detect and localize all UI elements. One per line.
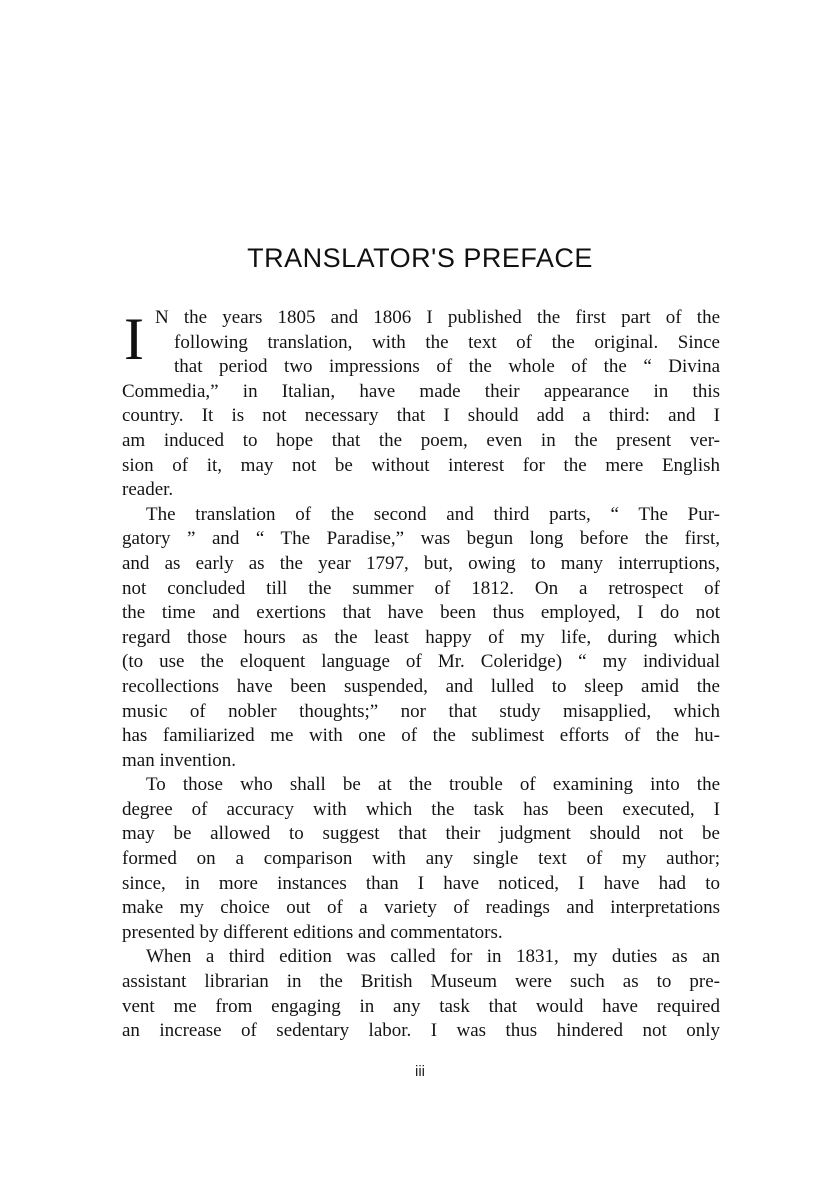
text-line: recollections have been suspended, and lulled to sleep amid the — [122, 675, 720, 697]
text-line: following translation, with the text of the original. Since — [174, 331, 720, 353]
text-line: has familiarized me with one of the sublimest efforts of the hu- — [122, 725, 720, 747]
page-number: iii — [415, 1063, 425, 1080]
text-line: When a third edition was called for in 1831, my duties as an — [146, 946, 720, 968]
text-line: N the years 1805 and 1806 I published the first part of the — [155, 307, 720, 328]
text-line: degree of accuracy with which the task has been executed, I — [122, 798, 720, 820]
text-line: (to use the eloquent language of Mr. Coleridge) “ my individual — [122, 651, 720, 673]
text-line: presented by different editions and commentators. — [122, 921, 503, 943]
text-line: make my choice out of a variety of readings and interpretations — [122, 897, 720, 919]
text-line: and as early as the year 1797, but, owing to many interruptions, — [122, 552, 720, 574]
page-title: TRANSLATOR'S PREFACE — [247, 243, 593, 273]
text-line: To those who shall be at the trouble of examining into the — [146, 774, 720, 796]
text-line: vent me from engaging in any task that would have required — [122, 995, 720, 1017]
text-line: formed on a comparison with any single text of my author; — [122, 848, 720, 870]
text-line: may be allowed to suggest that their judgment should not be — [122, 823, 720, 845]
text-line: sion of it, may not be without interest for the mere English — [122, 454, 720, 476]
text-line: music of nobler thoughts;” nor that study misapplied, which — [122, 700, 720, 722]
text-line: gatory ” and “ The Paradise,” was begun long before the first, — [122, 528, 720, 550]
text-line: regard those hours as the least happy of my life, during which — [122, 626, 720, 648]
text-line: that period two impressions of the whole of the “ Divina — [174, 356, 720, 378]
text-line: reader. — [122, 479, 174, 501]
text-line: since, in more instances than I have noticed, I have had to — [122, 872, 720, 894]
text-line: The translation of the second and third parts, “ The Pur- — [146, 503, 720, 525]
text-line: the time and exertions that have been thus employed, I do not — [122, 602, 720, 624]
preface-body — [122, 306, 720, 1044]
text-line: assistant librarian in the British Museum were such as to pre- — [122, 971, 720, 993]
text-line: country. It is not necessary that I should add a third: and I — [122, 405, 720, 427]
text-line: man invention. — [122, 749, 236, 771]
text-line: am induced to hope that the poem, even in the present ver- — [122, 429, 720, 451]
drop-cap: I — [124, 306, 144, 372]
text-line: not concluded till the summer of 1812. On a retrospect of — [122, 577, 720, 599]
text-line: Commedia,” in Italian, have made their appearance in this — [122, 380, 720, 402]
text-line: an increase of sedentary labor. I was thus hindered not only — [122, 1020, 720, 1042]
